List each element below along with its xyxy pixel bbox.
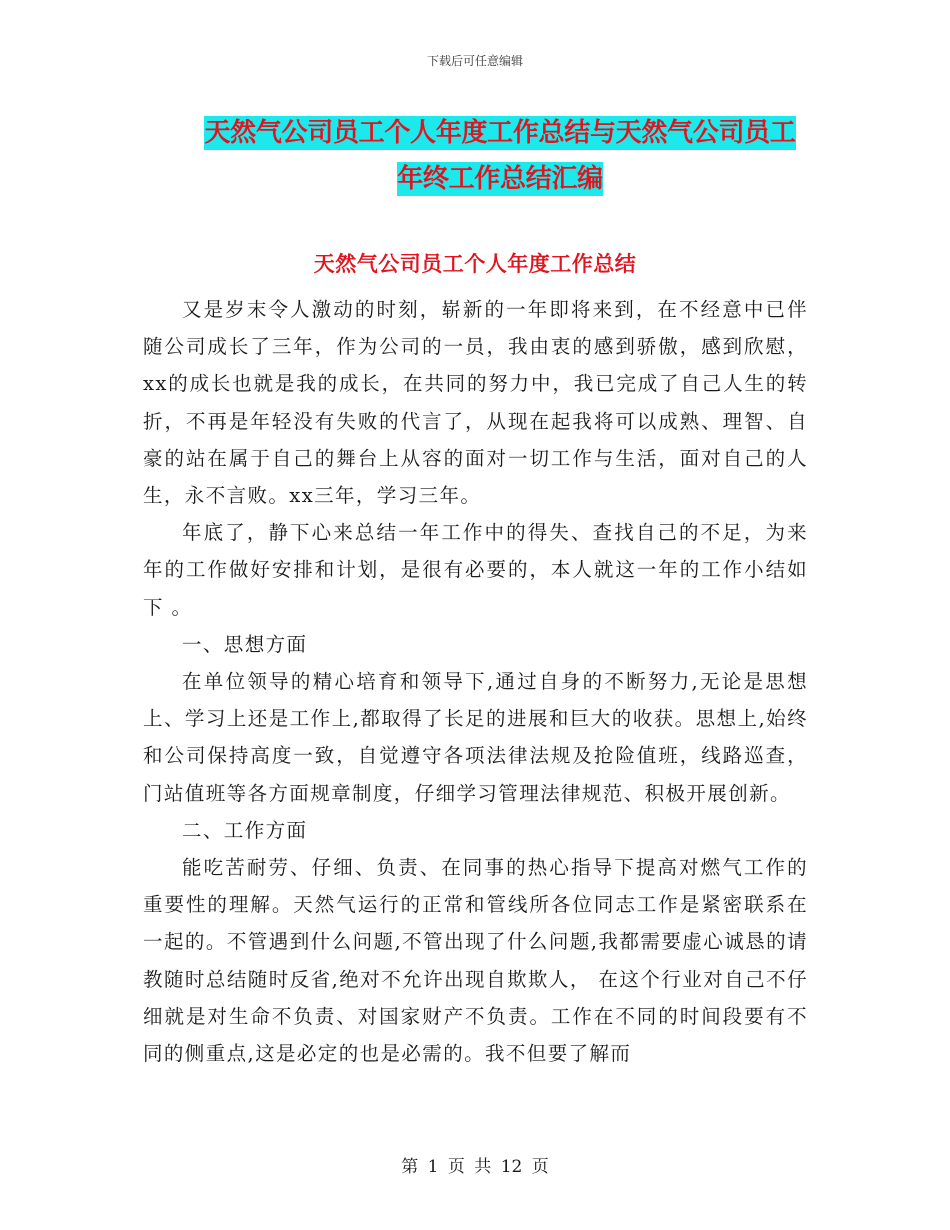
section-title: 天然气公司员工个人年度工作总结 — [313, 252, 637, 276]
document-body — [143, 291, 808, 1072]
page-number: 第 1 页 共 12 页 — [401, 1157, 549, 1177]
document-title — [190, 110, 810, 202]
page-header-note: 下载后可任意编辑 — [426, 54, 523, 68]
paragraph: 又是岁末令人激动的时刻，崭新的一年即将来到，在不经意中已伴随公司成长了三年，作为公司的一员，我由衷的感到骄傲，感到欣慰，xx的成长也就是我的成长，在共同的努力中，我已完成了自己人生的转折，不再是年轻没有失败的代言了，从现在起我将可以成熟、理智、自豪的站在属于自己的舞台上从容的面对一切工作与生活，面对自己的人生，永不言败。xx三年，学习三年。 — [143, 298, 808, 508]
document-title-line-1: 天然气公司员工个人年度工作总结与天然气公司员工 — [204, 118, 796, 148]
document-title-line-2: 年终工作总结汇编 — [397, 164, 603, 194]
section-heading: 一、思想方面 — [182, 632, 308, 656]
paragraph: 在单位领导的精心培育和领导下,通过自身的不断努力,无论是思想上、学习上还是工作上,都取得了长足的进展和巨大的收获。思想上,始终和公司保持高度一致，自觉遵守各项法律法规及抢险值班，线路巡查，门站值班等各方面规章制度，仔细学习管理法律规范、积极开展创新。 — [143, 670, 808, 805]
section-heading: 二、工作方面 — [182, 818, 308, 842]
paragraph: 能吃苦耐劳、仔细、负责、在同事的热心指导下提高对燃气工作的重要性的理解。天然气运行的正常和管线所各位同志工作是紧密联系在一起的。不管遇到什么问题,不管出现了什么问题,我都需要虚心诚恳的请教随时总结随时反省,绝对不允许出现自欺欺人， 在这个行业对自己不仔细就是对生命不负责、对国家财产不负责。工作在不同的时间段要有不同的侧重点,这是必定的也是必需的。我不但要了解而 — [143, 856, 808, 1066]
paragraph: 年底了，静下心来总结一年工作中的得失、查找自己的不足，为来年的工作做好安排和计划，是很有必要的，本人就这一年的工作小结如下 。 — [143, 521, 808, 619]
